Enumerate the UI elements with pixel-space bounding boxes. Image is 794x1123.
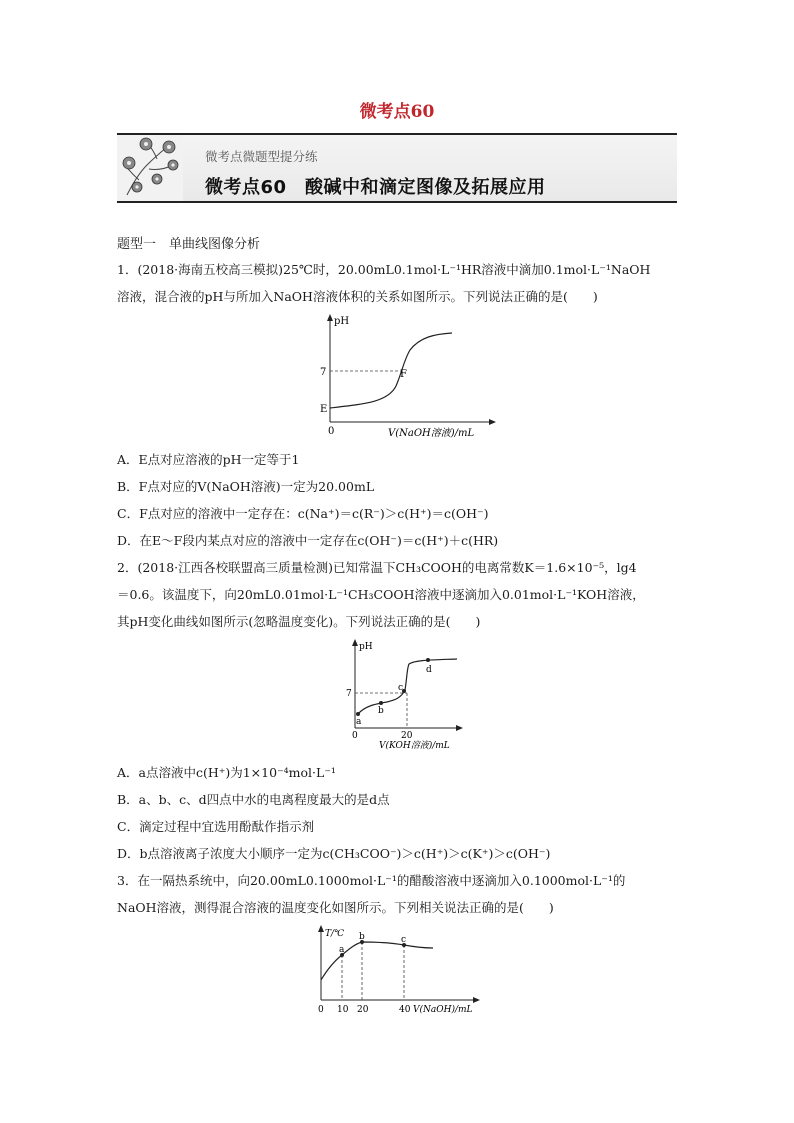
q1-ph-chart xyxy=(310,312,500,444)
q3-temperature-chart xyxy=(305,922,485,1018)
q2-point-b xyxy=(379,701,383,705)
q2-stem-line-3: 其pH变化曲线如图所示(忽略温度变化)。下列说法正确的是( ) xyxy=(117,614,481,629)
q2-option-c: C．滴定过程中宜选用酚酞作指示剂 xyxy=(117,819,315,834)
q3-origin-label: 0 xyxy=(318,1005,324,1015)
q2-option-d: D．b点溶液离子浓度大小顺序一定为c(CH₃COO⁻)＞c(H⁺)＞c(K⁺)＞c(OH⁻) xyxy=(117,846,551,861)
q3-stem-line-1: 3．在一隔热系统中，向20.00mL0.1000mol·L⁻¹的醋酸溶液中逐滴加入0.1000mol·L⁻¹的 xyxy=(117,873,626,888)
q3-tick-10: 10 xyxy=(337,1005,349,1015)
q2-origin-label: 0 xyxy=(352,731,358,741)
q2-point-b-label: b xyxy=(378,706,384,716)
q2-tick-20: 20 xyxy=(401,731,413,741)
q1-option-d: D．在E～F段内某点对应的溶液中一定存在c(OH⁻)＝c(H⁺)＋c(HR) xyxy=(117,533,499,548)
q1-tick-7: 7 xyxy=(320,367,327,378)
page-title: 微考点60 xyxy=(359,102,435,122)
q3-y-label: T/℃ xyxy=(325,929,345,939)
q1-y-label: pH xyxy=(334,316,350,327)
q2-point-c-label: c xyxy=(398,683,404,693)
q3-tick-40: 40 xyxy=(399,1005,411,1015)
q1-point-e-label: E xyxy=(320,404,328,415)
q1-point-f-label: F xyxy=(400,369,407,380)
banner-bottom-rule xyxy=(117,201,677,203)
flower-logo-icon xyxy=(117,135,183,201)
q1-option-c: C．F点对应的溶液中一定存在：c(Na⁺)＝c(R⁻)＞c(H⁺)＝c(OH⁻) xyxy=(117,506,489,521)
q1-stem-line-2: 溶液，混合液的pH与所加入NaOH溶液体积的关系如图所示。下列说法正确的是( ) xyxy=(117,289,598,304)
q3-tick-20: 20 xyxy=(357,1005,369,1015)
banner-subtitle: 微考点微题型提分练 xyxy=(205,149,318,164)
q2-point-a-label: a xyxy=(356,717,362,727)
q2-point-d-label: d xyxy=(426,665,432,675)
q2-point-d xyxy=(426,658,430,662)
section-label: 题型一 单曲线图像分析 xyxy=(117,237,261,252)
q3-x-label: V(NaOH)/mL xyxy=(413,1005,473,1015)
q2-ph-curve xyxy=(358,659,457,714)
q2-stem-line-1: 2．(2018·江西各校联盟高三质量检测)已知常温下CH₃COOH的电离常数K＝1.6×10⁻⁵，lg4 xyxy=(117,560,637,575)
q3-point-a-label: a xyxy=(339,945,345,955)
q1-stem-line-1: 1．(2018·海南五校高三模拟)25℃时，20.00mL0.1mol·L⁻¹HR溶液中滴加0.1mol·L⁻¹NaOH xyxy=(117,262,651,277)
q2-option-a: A．a点溶液中c(H⁺)为1×10⁻⁴mol·L⁻¹ xyxy=(117,765,336,780)
q3-stem-line-2: NaOH溶液，测得混合溶液的温度变化如图所示。下列相关说法正确的是( ) xyxy=(117,900,554,915)
q2-ph-chart xyxy=(335,638,465,752)
q2-point-a xyxy=(356,712,360,716)
q2-x-label: V(KOH溶液)/mL xyxy=(379,741,450,751)
q1-option-b: B．F点对应的V(NaOH溶液)一定为20.00mL xyxy=(117,479,375,494)
q3-temperature-curve xyxy=(321,942,433,980)
q3-point-b-label: b xyxy=(359,932,365,942)
q1-option-a: A．E点对应溶液的pH一定等于1 xyxy=(117,452,300,467)
banner-top-rule xyxy=(117,133,677,135)
q2-y-label: pH xyxy=(359,642,373,652)
q2-option-b: B．a、b、c、d四点中水的电离程度最大的是d点 xyxy=(117,792,390,807)
q1-x-label: V(NaOH溶液)/mL xyxy=(388,428,475,439)
q2-stem-line-2: ＝0.6。该温度下，向20mL0.01mol·L⁻¹CH₃COOH溶液中逐滴加入0.01mol·L⁻¹KOH溶液， xyxy=(117,587,645,602)
q3-point-c-label: c xyxy=(401,935,407,945)
q1-ph-curve xyxy=(330,333,452,408)
banner-heading: 微考点60 酸碱中和滴定图像及拓展应用 xyxy=(205,177,546,198)
q1-origin-label: 0 xyxy=(328,426,335,437)
q2-tick-7: 7 xyxy=(346,689,352,699)
